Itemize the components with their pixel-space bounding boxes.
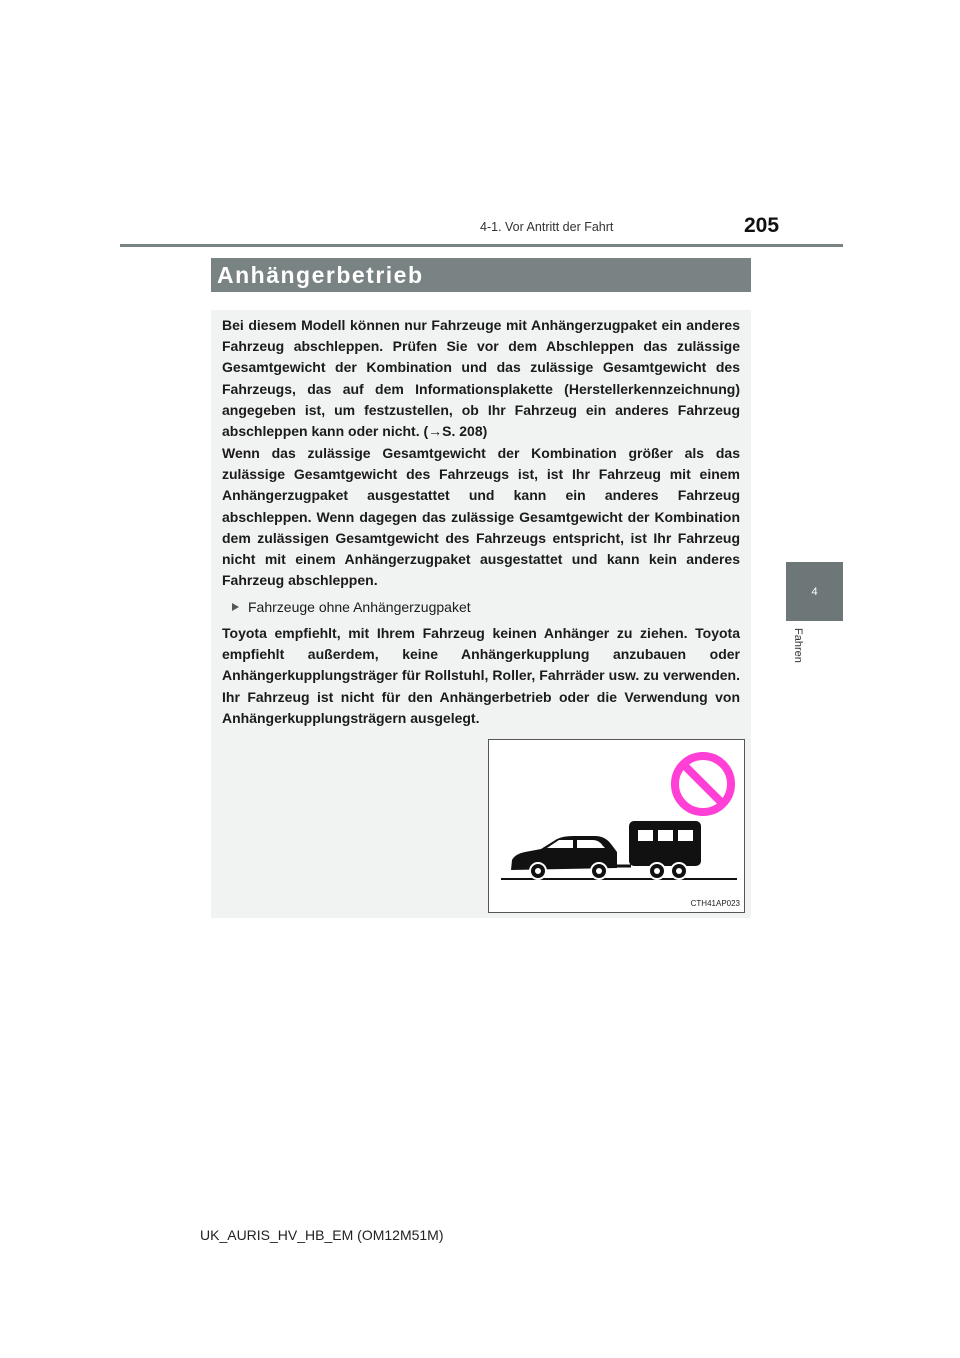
chapter-tab[interactable] — [786, 562, 843, 621]
illustration-no-towing — [488, 739, 745, 913]
bullet-text: Fahrzeuge ohne Anhängerzugpaket — [248, 599, 471, 615]
illustration-graphic — [489, 740, 744, 912]
section-title: Anhängerbetrieb — [211, 258, 751, 292]
bullet-item — [232, 597, 471, 617]
footer-document-code: UK_AURIS_HV_HB_EM (OM12M51M) — [200, 1227, 444, 1243]
prohibition-icon — [675, 756, 731, 812]
header-divider — [120, 244, 843, 247]
image-code: CTH41AP023 — [690, 899, 740, 908]
paragraph-weight-info: Wenn das zulässige Gesamtgewicht der Kombination größer als das zulässige Gesamtgewicht des Fahrzeugs ist, ist Ihr Fahrzeug mit einem Anhängerzugpaket ausgestattet und kann ein anderes Fahrzeug abschleppen. Wenn dagegen das zulässige Gesamtgewicht der Kombination dem zulässigen Gesamtgewicht des Fahrzeugs entspricht, ist Ihr Fahrzeug nicht mit einem Anhängerzugpaket ausgestattet und kann kein anderes Fahrzeug abschleppen. — [222, 445, 740, 589]
paragraph-intro: Bei diesem Modell können nur Fahrzeuge mit Anhängerzugpaket ein anderes Fahrzeug abschleppen. Prüfen Sie vor dem Abschleppen das zulässige Gesamtgewicht der Kombination und das zulässige Gesamtgewicht des Fahrzeugs, das auf dem Informationsplakette (Herstellerkennzeichnung) angegeben ist, um festzustellen, ob Ihr Fahrzeug ein anderes Fahrzeug abschleppen kann oder nicht. (→S. 208) — [222, 317, 740, 440]
chapter-number: 4 — [811, 585, 818, 598]
car-icon — [511, 836, 631, 879]
header-section-label: 4-1. Vor Antritt der Fahrt — [480, 220, 614, 234]
chapter-label: Fahren — [792, 628, 804, 663]
trailer-icon — [629, 821, 701, 879]
paragraph-recommendation: Toyota empfiehlt, mit Ihrem Fahrzeug keinen Anhänger zu ziehen. Toyota empfiehlt außerdem, keine Anhängerkupplung anzubauen oder Anhängerkupplungsträger für Rollstuhl, Roller, Fahrräder usw. zu verwenden. Ihr Fahrzeug ist nicht für den Anhängerbetrieb oder die Verwendung von Anhängerkupplungsträgern ausgelegt. — [222, 625, 740, 726]
triangle-bullet-icon — [232, 603, 239, 611]
page-number: 205 — [744, 214, 780, 237]
